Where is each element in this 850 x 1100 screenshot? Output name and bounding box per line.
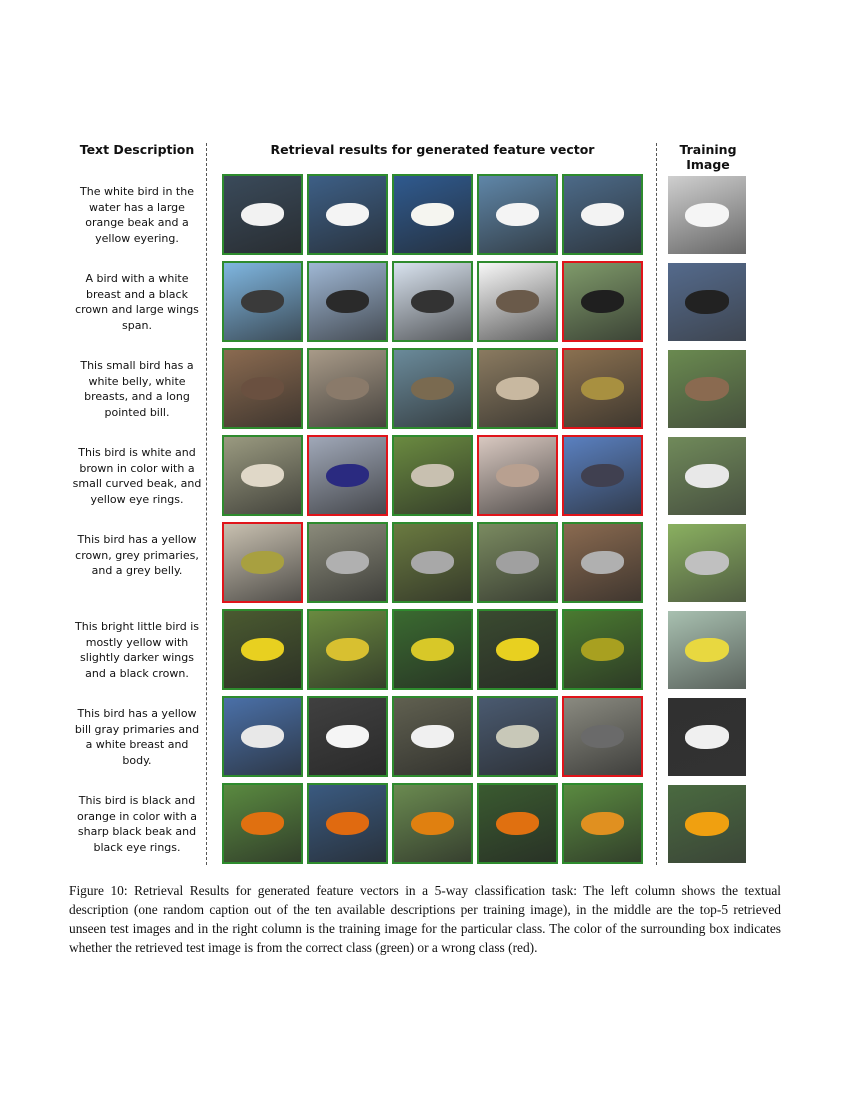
training-image <box>668 785 746 863</box>
bird-shape <box>496 812 539 835</box>
bird-shape <box>241 203 284 226</box>
divider-left <box>206 143 207 865</box>
retrieved-image-correct <box>307 522 388 603</box>
bird-shape <box>411 377 454 400</box>
row-description: A bird with a white breast and a black crown and large wings span. <box>75 272 199 332</box>
bird-shape <box>581 551 624 574</box>
row-description: This bird has a yellow crown, grey primaries, and a grey belly. <box>75 533 199 577</box>
bird-shape <box>411 551 454 574</box>
retrieved-image-correct <box>222 696 303 777</box>
bird-shape <box>241 725 284 748</box>
bird-shape <box>581 638 624 661</box>
bird-shape <box>411 812 454 835</box>
bird-shape <box>685 203 729 226</box>
retrieved-image-correct <box>477 609 558 690</box>
retrieved-image-wrong <box>562 435 643 516</box>
bird-shape <box>326 464 369 487</box>
row-description: This bright little bird is mostly yellow with slightly darker wings and a black crown. <box>75 620 199 680</box>
bird-shape <box>241 464 284 487</box>
bird-shape <box>496 725 539 748</box>
bird-shape <box>326 203 369 226</box>
training-image <box>668 263 746 341</box>
bird-shape <box>496 290 539 313</box>
bird-shape <box>326 638 369 661</box>
bird-shape <box>581 812 624 835</box>
bird-shape <box>496 638 539 661</box>
row-description: This small bird has a white belly, white breasts, and a long pointed bill. <box>80 359 194 419</box>
bird-shape <box>326 377 369 400</box>
figure-caption: Figure 10: Retrieval Results for generated feature vectors in a 5-way classification task: The left column shows the textual description (one random caption out of the ten available descriptions per training image), in the middle are the top-5 retrieved unseen test images and in the right column is the training image for the particular class. The color of the surrounding box indicates whether the retrieved test image is from the correct class (green) or a wrong class (red). <box>69 883 781 955</box>
retrieved-image-correct <box>392 522 473 603</box>
bird-shape <box>581 290 624 313</box>
retrieved-image-correct <box>222 348 303 429</box>
retrieved-image-correct <box>562 522 643 603</box>
bird-shape <box>685 725 729 748</box>
bird-shape <box>411 203 454 226</box>
retrieved-image-wrong <box>477 435 558 516</box>
bird-shape <box>496 464 539 487</box>
retrieved-image-correct <box>222 609 303 690</box>
bird-shape <box>581 464 624 487</box>
bird-shape <box>685 812 729 835</box>
retrieved-image-correct <box>222 783 303 864</box>
bird-shape <box>411 464 454 487</box>
retrieved-image-correct <box>477 522 558 603</box>
retrieved-image-correct <box>222 261 303 342</box>
bird-shape <box>241 377 284 400</box>
training-image <box>668 698 746 776</box>
row-description: This bird has a yellow bill gray primaries and a white breast and body. <box>74 707 200 767</box>
retrieved-image-correct <box>307 348 388 429</box>
retrieved-image-wrong <box>562 696 643 777</box>
training-image <box>668 524 746 602</box>
retrieved-image-correct <box>477 348 558 429</box>
row-description: This bird is white and brown in color with a small curved beak, and yellow eye rings. <box>72 446 202 506</box>
retrieved-image-wrong <box>307 435 388 516</box>
divider-right <box>656 143 657 865</box>
bird-shape <box>496 203 539 226</box>
retrieved-image-wrong <box>222 522 303 603</box>
header-training-image: Training Image <box>679 142 737 172</box>
header-retrieval-results: Retrieval results for generated feature vector <box>270 142 595 157</box>
retrieved-image-correct <box>392 435 473 516</box>
retrieved-image-correct <box>392 696 473 777</box>
bird-shape <box>581 377 624 400</box>
bird-shape <box>581 725 624 748</box>
retrieved-image-correct <box>477 174 558 255</box>
bird-shape <box>241 638 284 661</box>
retrieved-image-correct <box>392 174 473 255</box>
retrieved-image-correct <box>307 174 388 255</box>
header-text-description: Text Description <box>79 142 195 157</box>
bird-shape <box>685 551 729 574</box>
bird-shape <box>326 812 369 835</box>
retrieved-image-correct <box>562 783 643 864</box>
retrieved-image-correct <box>307 261 388 342</box>
row-description: This bird is black and orange in color with a sharp black beak and black eye rings. <box>77 794 197 854</box>
bird-shape <box>241 290 284 313</box>
retrieved-image-correct <box>562 174 643 255</box>
bird-shape <box>411 638 454 661</box>
bird-shape <box>326 725 369 748</box>
bird-shape <box>411 725 454 748</box>
retrieved-image-correct <box>222 435 303 516</box>
bird-shape <box>685 464 729 487</box>
retrieved-image-correct <box>392 261 473 342</box>
retrieved-image-wrong <box>562 348 643 429</box>
bird-shape <box>496 377 539 400</box>
bird-shape <box>685 377 729 400</box>
bird-shape <box>496 551 539 574</box>
bird-shape <box>326 551 369 574</box>
bird-shape <box>241 551 284 574</box>
retrieved-image-wrong <box>562 261 643 342</box>
row-description: The white bird in the water has a large orange beak and a yellow eyering. <box>80 185 194 245</box>
training-image <box>668 350 746 428</box>
retrieved-image-correct <box>477 783 558 864</box>
retrieved-image-correct <box>392 783 473 864</box>
bird-shape <box>326 290 369 313</box>
bird-shape <box>685 638 729 661</box>
training-image <box>668 611 746 689</box>
bird-shape <box>685 290 729 313</box>
retrieved-image-correct <box>307 783 388 864</box>
training-image <box>668 176 746 254</box>
retrieved-image-correct <box>222 174 303 255</box>
retrieved-image-correct <box>307 609 388 690</box>
bird-shape <box>241 812 284 835</box>
retrieved-image-correct <box>392 348 473 429</box>
retrieved-image-correct <box>562 609 643 690</box>
retrieved-image-correct <box>477 261 558 342</box>
bird-shape <box>411 290 454 313</box>
training-image <box>668 437 746 515</box>
retrieved-image-correct <box>392 609 473 690</box>
retrieved-image-correct <box>307 696 388 777</box>
bird-shape <box>581 203 624 226</box>
retrieved-image-correct <box>477 696 558 777</box>
